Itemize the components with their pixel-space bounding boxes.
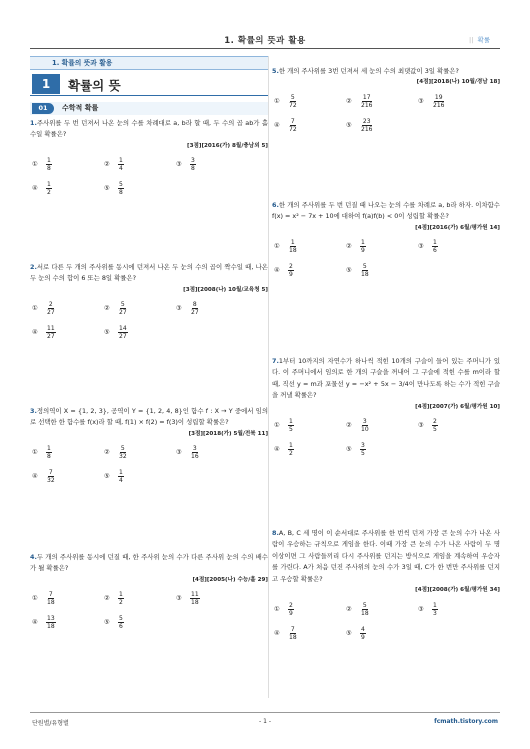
answer-option[interactable]	[176, 443, 248, 463]
chapter-heading	[30, 74, 268, 96]
problem-number: 8.	[272, 529, 279, 537]
subsection-number: 01	[32, 103, 54, 114]
problem-text	[30, 406, 268, 429]
answer-option[interactable]	[346, 416, 418, 436]
fraction-denominator: 72	[289, 125, 297, 133]
problem-number: 1.	[30, 119, 37, 127]
option-fraction	[432, 418, 438, 433]
fraction-denominator: 10	[361, 426, 369, 434]
fraction-denominator: 27	[119, 309, 127, 317]
problem-2	[30, 262, 268, 343]
option-marker: ④	[274, 267, 280, 275]
answer-option[interactable]	[418, 599, 490, 619]
answer-options	[274, 599, 500, 643]
problem-text	[30, 552, 268, 575]
fraction-numerator: 1	[361, 239, 365, 247]
problem-text	[272, 356, 500, 402]
answer-option[interactable]	[274, 416, 346, 436]
option-fraction	[360, 118, 373, 133]
answer-option[interactable]	[32, 299, 104, 319]
fraction-numerator: 13	[47, 615, 55, 623]
fraction-numerator: 3	[361, 442, 365, 450]
fraction-denominator: 18	[47, 599, 55, 607]
option-marker: ②	[346, 422, 352, 430]
option-marker: ②	[346, 243, 352, 251]
fraction-denominator: 5	[289, 426, 293, 434]
option-fraction	[118, 181, 124, 196]
option-marker: ②	[104, 449, 110, 457]
fraction-numerator: 7	[290, 625, 295, 633]
fraction-numerator: 2	[48, 301, 53, 309]
problem-number: 4.	[30, 553, 37, 561]
fraction-numerator: 3	[191, 157, 195, 165]
answer-option[interactable]	[104, 323, 176, 343]
fraction-denominator: 8	[119, 189, 123, 197]
fraction-numerator: 1	[433, 601, 437, 609]
option-marker: ①	[274, 97, 280, 105]
fraction-numerator: 5	[362, 263, 367, 271]
page-footer	[30, 712, 500, 727]
problem-text	[272, 528, 500, 585]
option-marker: ①	[32, 595, 38, 603]
fraction-denominator: 216	[361, 125, 373, 133]
problem-source: [3점][2016(가) 8월/충남외 5]	[187, 142, 268, 149]
option-marker: ⑤	[104, 185, 110, 193]
fraction-numerator: 7	[290, 117, 295, 125]
problem-4	[30, 552, 268, 633]
problem-3	[30, 406, 268, 487]
answer-option[interactable]	[346, 440, 418, 460]
fraction-numerator: 1	[47, 445, 51, 453]
option-marker: ③	[418, 243, 424, 251]
option-fraction	[360, 239, 366, 254]
fraction-denominator: 216	[361, 101, 373, 109]
option-fraction	[118, 469, 124, 484]
option-fraction	[360, 626, 366, 641]
option-marker: ④	[32, 619, 38, 627]
option-marker: ⑤	[346, 267, 352, 275]
subsection-heading	[30, 102, 268, 115]
answer-option[interactable]	[32, 179, 104, 199]
fraction-numerator: 23	[362, 117, 371, 125]
fraction-denominator: 5	[361, 450, 365, 458]
fraction-numerator: 17	[362, 93, 371, 101]
fraction-denominator: 27	[119, 333, 127, 341]
page-title: 1. 확률의 뜻과 활용	[224, 36, 306, 46]
answer-option[interactable]	[274, 261, 346, 281]
option-marker: ②	[346, 605, 352, 613]
fraction-numerator: 5	[362, 601, 367, 609]
fraction-numerator: 1	[433, 239, 437, 247]
answer-option[interactable]	[346, 237, 418, 257]
fraction-denominator: 18	[289, 247, 297, 255]
problem-source: [4점][2016(가) 6월/평가원 14]	[415, 224, 500, 231]
option-fraction	[190, 301, 200, 316]
option-fraction	[360, 442, 366, 457]
fraction-numerator: 14	[119, 325, 127, 333]
fraction-denominator: 2	[47, 189, 51, 197]
option-fraction	[46, 445, 52, 460]
option-fraction	[190, 591, 200, 606]
subsection-title: 수학적 확률	[62, 104, 99, 112]
option-fraction	[46, 469, 56, 484]
fraction-numerator: 1	[47, 157, 51, 165]
problem-source: [4점][2008(가) 6월/평가원 34]	[415, 587, 500, 594]
problem-text	[30, 118, 268, 141]
option-marker: ⑤	[346, 629, 352, 637]
fraction-denominator: 6	[433, 247, 437, 255]
answer-option[interactable]	[274, 599, 346, 619]
option-fraction	[118, 157, 124, 172]
problem-8	[272, 528, 500, 643]
answer-option[interactable]	[104, 613, 176, 633]
problem-body: 서로 다른 두 개의 주사위를 동시에 던져서 나온 두 눈의 수의 곱이 짝수일 때, 나온 두 눈의 수의 합이 6 또는 8일 확률은?	[30, 263, 268, 283]
problem-number: 2.	[30, 263, 37, 271]
option-fraction	[360, 263, 370, 278]
answer-option[interactable]	[346, 261, 418, 281]
answer-option[interactable]	[176, 299, 248, 319]
option-marker: ⑤	[104, 329, 110, 337]
answer-option[interactable]	[104, 443, 176, 463]
answer-option[interactable]	[346, 115, 418, 135]
option-marker: ①	[274, 422, 280, 430]
option-fraction	[46, 181, 52, 196]
option-marker: ②	[104, 161, 110, 169]
answer-option[interactable]	[32, 589, 104, 609]
option-marker: ④	[274, 446, 280, 454]
answer-option[interactable]	[418, 237, 490, 257]
fraction-numerator: 7	[48, 469, 53, 477]
option-marker: ③	[176, 161, 182, 169]
answer-option[interactable]	[176, 589, 248, 609]
answer-option[interactable]	[274, 237, 346, 257]
answer-options	[32, 155, 268, 199]
fraction-numerator: 2	[433, 418, 437, 426]
answer-options	[32, 299, 268, 343]
option-marker: ①	[32, 305, 38, 313]
answer-option[interactable]	[176, 155, 248, 175]
option-marker: ③	[418, 605, 424, 613]
answer-options	[274, 91, 500, 135]
option-fraction	[360, 602, 370, 617]
answer-option[interactable]	[418, 91, 490, 111]
chapter-number: 1	[32, 74, 60, 94]
page-number: - 1 -	[259, 718, 271, 725]
fraction-numerator: 5	[120, 301, 125, 309]
option-fraction	[118, 615, 124, 630]
fraction-numerator: 3	[192, 445, 197, 453]
option-fraction	[432, 239, 438, 254]
fraction-denominator: 8	[191, 165, 195, 173]
problem-number: 6.	[272, 201, 279, 209]
fraction-numerator: 11	[191, 591, 199, 599]
fraction-denominator: 216	[433, 101, 445, 109]
fraction-denominator: 5	[433, 426, 437, 434]
problem-text	[272, 66, 500, 77]
answer-options	[274, 237, 500, 281]
answer-options	[274, 416, 500, 460]
option-fraction	[288, 602, 294, 617]
answer-options	[32, 443, 268, 487]
option-fraction	[360, 94, 373, 109]
header-tag	[469, 35, 490, 44]
problem-source: [4점][2007(가) 6월/평가원 10]	[415, 403, 500, 410]
fraction-denominator: 18	[289, 633, 297, 641]
option-marker: ③	[176, 449, 182, 457]
problem-number: 7.	[272, 357, 279, 365]
answer-option[interactable]	[104, 179, 176, 199]
option-marker: ①	[274, 243, 280, 251]
problem-body: 정의역이 X = {1, 2, 3}, 공역이 Y = {1, 2, 4, 8}인 함수 f : X → Y 중에서 임의로 선택한 한 함수를 f(x)라 할 때, f(1) × f(2) = f(3)이 성립할 확률은?	[30, 407, 268, 427]
answer-options	[32, 589, 268, 633]
option-marker: ②	[346, 97, 352, 105]
option-fraction	[432, 602, 438, 617]
fraction-denominator: 3	[433, 609, 437, 617]
fraction-numerator: 1	[290, 239, 295, 247]
fraction-denominator: 27	[47, 333, 55, 341]
header-tag-separator: ||	[469, 36, 474, 44]
fraction-numerator: 8	[192, 301, 197, 309]
option-marker: ③	[418, 97, 424, 105]
fraction-numerator: 3	[362, 418, 367, 426]
option-marker: ⑤	[346, 446, 352, 454]
option-fraction	[288, 263, 294, 278]
answer-option[interactable]	[346, 599, 418, 619]
problem-5	[272, 66, 500, 135]
problem-text	[272, 200, 500, 223]
fraction-denominator: 18	[191, 599, 199, 607]
fraction-denominator: 27	[191, 309, 199, 317]
answer-option[interactable]	[32, 155, 104, 175]
fraction-denominator: 2	[119, 599, 123, 607]
footer-left: 단원별/유형별	[32, 720, 69, 727]
answer-option[interactable]	[274, 440, 346, 460]
option-marker: ①	[32, 161, 38, 169]
problem-body: A, B, C 세 명이 이 순서대로 주사위를 한 번씩 던져 가장 큰 눈의 수가 나온 사람이 우승하는 규칙으로 게임을 한다. 이때 가장 큰 눈의 수가 나온 사람이 두 명 이상이면 그 사람들끼리 다시 주사위를 던지는 방식으로 게임을 계속하여 우승자를 가린다. A가 처음 던진 주사위의 눈의 수가 3일 때, C가 한 번만 주사위를 던지고 우승할 확률은?	[272, 529, 500, 583]
answer-option[interactable]	[104, 299, 176, 319]
option-fraction	[118, 301, 128, 316]
fraction-denominator: 18	[361, 609, 369, 617]
fraction-denominator: 8	[47, 165, 51, 173]
problem-text	[30, 262, 268, 285]
fraction-denominator: 8	[47, 453, 51, 461]
option-marker: ②	[104, 595, 110, 603]
problem-body: 1부터 10까지의 자연수가 하나씩 적힌 10개의 구슬이 들어 있는 주머니가 있다. 이 주머니에서 임의로 한 개의 구슬을 꺼내어 그 구슬에 적힌 수를 m이라 할 때, 직선 y = m과 포물선 y = −x² + 5x − 3/4이 만나도록 하는 수가 적힌 구슬을 꺼낼 확률은?	[272, 357, 500, 400]
fraction-numerator: 1	[289, 418, 293, 426]
fraction-numerator: 1	[47, 181, 51, 189]
footer-site-link[interactable]: fcmath.tistory.com	[434, 718, 498, 725]
option-fraction	[288, 418, 294, 433]
option-fraction	[190, 157, 196, 172]
chapter-title: 확률의 뜻	[68, 78, 121, 93]
problem-number: 5.	[272, 67, 279, 75]
option-marker: ③	[176, 305, 182, 313]
page-header	[0, 0, 530, 52]
option-marker: ②	[104, 305, 110, 313]
option-marker: ④	[274, 121, 280, 129]
option-marker: ③	[418, 422, 424, 430]
answer-option[interactable]	[274, 623, 346, 643]
option-fraction	[46, 325, 56, 340]
answer-option[interactable]	[104, 467, 176, 487]
problem-body: 주사위를 두 번 던져서 나온 눈의 수를 차례대로 a, b라 할 때, 두 수의 곱 ab가 홀수일 확률은?	[30, 119, 268, 139]
option-marker: ④	[32, 329, 38, 337]
problem-source: [3점][2008(나) 10월/교육청 5]	[183, 286, 268, 293]
option-fraction	[288, 626, 298, 641]
option-fraction	[288, 239, 298, 254]
answer-option[interactable]	[346, 623, 418, 643]
option-fraction	[118, 325, 128, 340]
option-marker: ④	[32, 473, 38, 481]
answer-option[interactable]	[32, 323, 104, 343]
answer-option[interactable]	[274, 91, 346, 111]
fraction-numerator: 5	[119, 181, 123, 189]
fraction-denominator: 4	[119, 165, 123, 173]
fraction-numerator: 5	[120, 445, 125, 453]
fraction-denominator: 27	[47, 309, 55, 317]
answer-option[interactable]	[274, 115, 346, 135]
option-fraction	[190, 445, 200, 460]
option-marker: ⑤	[104, 473, 110, 481]
fraction-numerator: 19	[434, 93, 443, 101]
answer-option[interactable]	[32, 443, 104, 463]
option-fraction	[360, 418, 370, 433]
problem-source: [4점][2018(나) 10월/경남 18]	[416, 79, 500, 86]
option-marker: ⑤	[104, 619, 110, 627]
header-rule	[30, 48, 500, 49]
fraction-numerator: 2	[289, 601, 293, 609]
option-marker: ④	[32, 185, 38, 193]
fraction-denominator: 18	[361, 271, 369, 279]
option-fraction	[288, 118, 298, 133]
fraction-denominator: 9	[289, 271, 293, 279]
option-fraction	[118, 591, 124, 606]
header-tag-label: 확률	[477, 36, 490, 44]
option-marker: ③	[176, 595, 182, 603]
fraction-numerator: 5	[290, 93, 295, 101]
fraction-denominator: 9	[361, 247, 365, 255]
option-fraction	[46, 615, 56, 630]
problem-body: 한 개의 주사위를 3번 던져서 세 눈의 수의 최댓값이 3일 확률은?	[278, 67, 459, 75]
option-fraction	[288, 442, 294, 457]
problem-7	[272, 356, 500, 460]
fraction-numerator: 2	[289, 263, 293, 271]
column-divider	[268, 56, 269, 698]
answer-option[interactable]	[104, 589, 176, 609]
fraction-denominator: 18	[47, 623, 55, 631]
fraction-denominator: 9	[289, 609, 293, 617]
answer-option[interactable]	[418, 416, 490, 436]
fraction-numerator: 7	[48, 591, 53, 599]
fraction-numerator: 4	[361, 625, 365, 633]
problem-source: [3점][2018(가) 5월/전북 11]	[188, 430, 268, 437]
option-marker: ④	[274, 629, 280, 637]
fraction-denominator: 4	[119, 477, 123, 485]
fraction-numerator: 1	[289, 442, 293, 450]
option-marker: ①	[32, 449, 38, 457]
answer-option[interactable]	[32, 613, 104, 633]
fraction-denominator: 32	[47, 477, 55, 485]
fraction-denominator: 2	[289, 450, 293, 458]
fraction-denominator: 9	[361, 633, 365, 641]
problem-source: [4점][2005(나) 수능/홀 29]	[192, 576, 268, 583]
fraction-denominator: 6	[119, 623, 123, 631]
option-fraction	[288, 94, 298, 109]
option-marker: ①	[274, 605, 280, 613]
problem-6	[272, 200, 500, 281]
option-marker: ⑤	[346, 121, 352, 129]
fraction-denominator: 16	[191, 453, 199, 461]
option-fraction	[432, 94, 445, 109]
fraction-numerator: 1	[119, 157, 123, 165]
fraction-numerator: 5	[119, 615, 123, 623]
problem-body: 한 개의 주사위를 두 번 던질 때 나오는 눈의 수를 차례로 a, b라 하자. 이차함수 f(x) = x² − 7x + 10에 대하여 f(a)f(b) < 0이 성립할 확률은?	[272, 201, 500, 221]
fraction-numerator: 1	[119, 591, 123, 599]
option-fraction	[46, 301, 56, 316]
problem-number: 3.	[30, 407, 37, 415]
problem-1	[30, 118, 268, 199]
section-bar: 1. 확률의 뜻과 활용	[30, 56, 268, 70]
option-fraction	[118, 445, 128, 460]
fraction-denominator: 72	[289, 101, 297, 109]
answer-option[interactable]	[32, 467, 104, 487]
fraction-denominator: 32	[119, 453, 127, 461]
left-column	[30, 56, 268, 115]
fraction-numerator: 11	[47, 325, 55, 333]
option-fraction	[46, 157, 52, 172]
fraction-numerator: 1	[119, 469, 123, 477]
answer-option[interactable]	[104, 155, 176, 175]
option-fraction	[46, 591, 56, 606]
answer-option[interactable]	[346, 91, 418, 111]
problem-body: 두 개의 주사위를 동시에 던질 때, 한 주사위 눈의 수가 다른 주사위 눈의 수의 배수가 될 확률은?	[30, 553, 268, 573]
